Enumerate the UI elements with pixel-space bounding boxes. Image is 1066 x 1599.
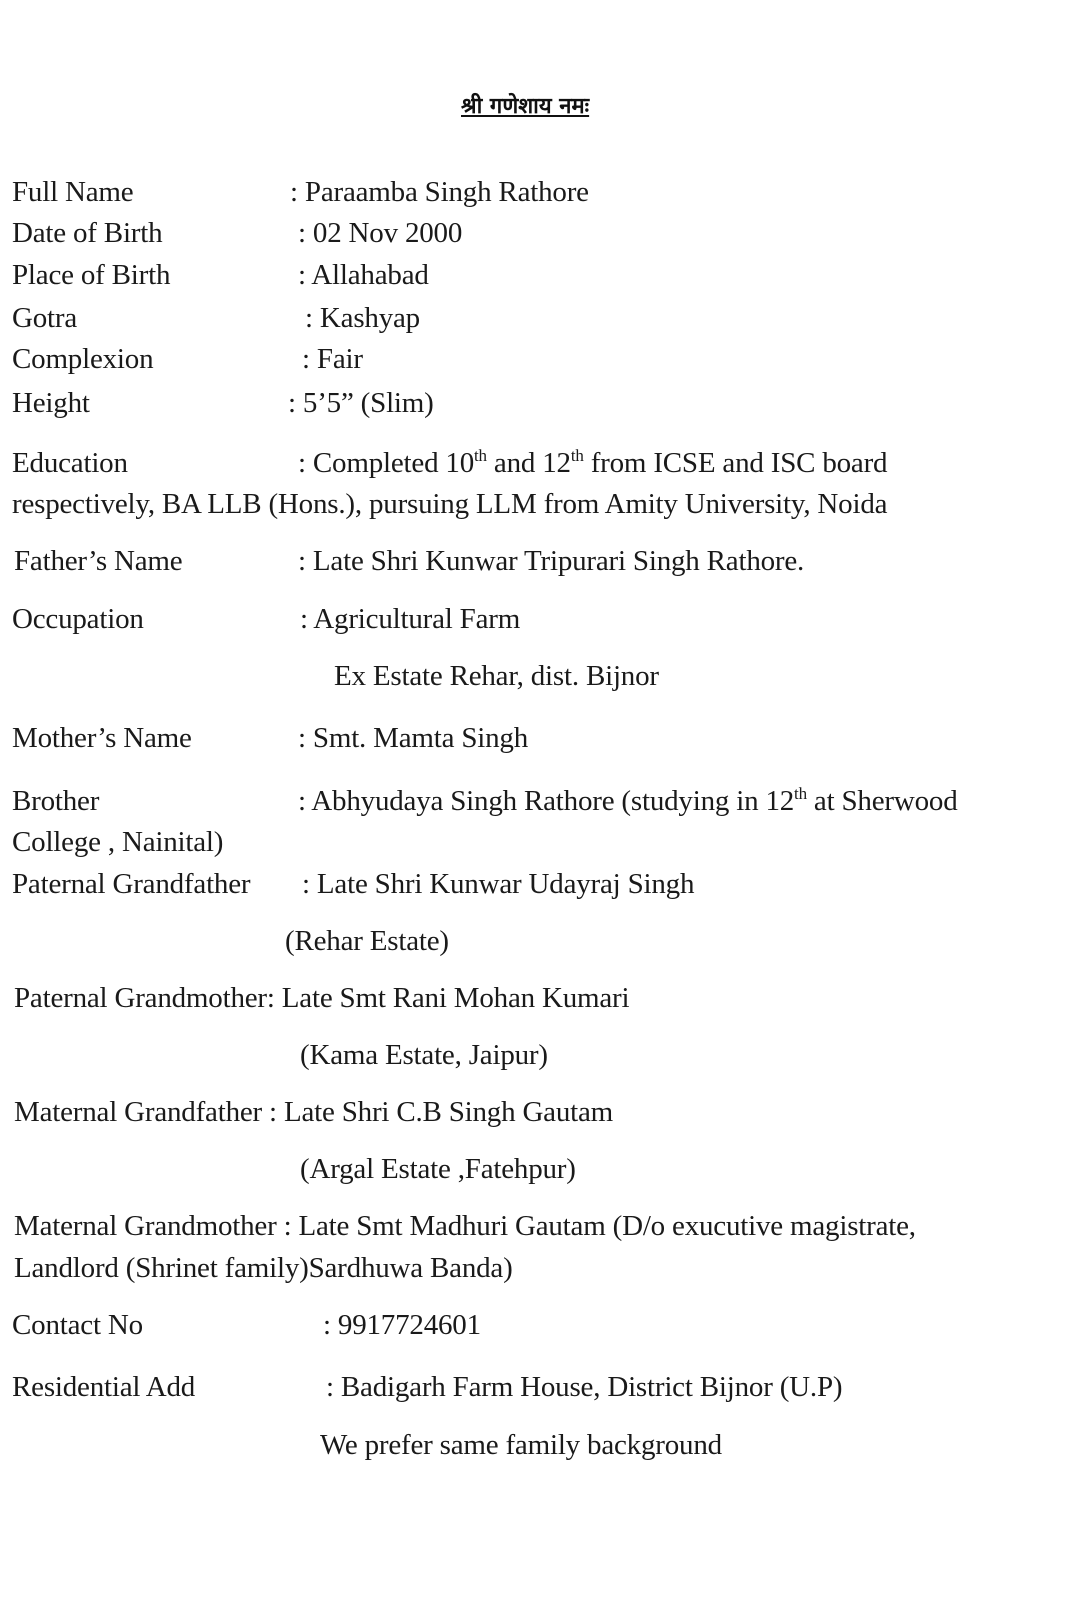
maternal-grandmother: Maternal Grandmother : Late Smt Madhuri Gautam (D/o exucutive magistrate, — [14, 1210, 916, 1242]
value-education-line-2: respectively, BA LLB (Hons.), pursuing LLM from Amity University, Noida — [12, 488, 888, 520]
value-date-of-birth: : 02 Nov 2000 — [298, 217, 463, 249]
value-occupation-line-2: Ex Estate Rehar, dist. Bijnor — [334, 660, 659, 692]
label-education: Education — [12, 447, 128, 479]
document-heading: श्री गणेशाय नमः — [461, 94, 590, 119]
value-residential-address: : Badigarh Farm House, District Bijnor (U.P) — [326, 1371, 843, 1403]
label-mother-name: Mother’s Name — [12, 722, 192, 754]
maternal-grandfather: Maternal Grandfather : Late Shri C.B Singh Gautam — [14, 1096, 614, 1128]
value-contact-no: : 9917724601 — [323, 1309, 481, 1341]
maternal-grandmother-line-2: Landlord (Shrinet family)Sardhuwa Banda) — [14, 1252, 513, 1284]
paternal-grandmother-line-2: (Kama Estate, Jaipur) — [300, 1039, 548, 1071]
family-preference-note: We prefer same family background — [320, 1429, 722, 1461]
brother-part-2: at Sherwood — [806, 785, 958, 817]
education-part-1: : Completed 10 — [298, 447, 475, 479]
value-mother-name: : Smt. Mamta Singh — [298, 722, 529, 754]
maternal-grandfather-line-2: (Argal Estate ,Fatehpur) — [300, 1153, 576, 1185]
label-brother: Brother — [12, 785, 100, 817]
education-sup-2: th — [570, 446, 584, 465]
label-father-name: Father’s Name — [14, 545, 183, 577]
brother-sup: th — [794, 784, 807, 803]
value-full-name: : Paraamba Singh Rathore — [290, 176, 589, 208]
value-paternal-grandfather: : Late Shri Kunwar Udayraj Singh — [302, 868, 695, 900]
label-gotra: Gotra — [12, 302, 78, 334]
label-place-of-birth: Place of Birth — [12, 259, 171, 291]
label-paternal-grandfather: Paternal Grandfather — [12, 868, 251, 900]
brother-part-1: : Abhyudaya Singh Rathore (studying in 12 — [298, 785, 795, 817]
value-complexion: : Fair — [302, 343, 363, 375]
value-father-name: : Late Shri Kunwar Tripurari Singh Rathore. — [298, 545, 805, 577]
label-full-name: Full Name — [12, 176, 134, 208]
label-residential-address: Residential Add — [12, 1371, 196, 1403]
value-height: : 5’5” (Slim) — [288, 387, 434, 419]
label-contact-no: Contact No — [12, 1309, 143, 1341]
value-place-of-birth: : Allahabad — [298, 259, 429, 291]
value-gotra: : Kashyap — [305, 302, 420, 334]
label-date-of-birth: Date of Birth — [12, 217, 163, 249]
label-height: Height — [12, 387, 90, 419]
label-complexion: Complexion — [12, 343, 154, 375]
value-brother — [298, 784, 958, 818]
label-occupation: Occupation — [12, 603, 144, 635]
education-part-3: from ICSE and ISC board — [583, 447, 888, 479]
education-sup-1: th — [474, 446, 487, 465]
value-brother-line-2: College , Nainital) — [12, 826, 224, 858]
value-education — [298, 446, 887, 480]
paternal-grandmother: Paternal Grandmother: Late Smt Rani Mohan Kumari — [14, 982, 630, 1014]
education-part-2: and 12 — [486, 447, 571, 479]
value-occupation: : Agricultural Farm — [300, 603, 521, 635]
value-paternal-grandfather-line-2: (Rehar Estate) — [285, 925, 449, 957]
